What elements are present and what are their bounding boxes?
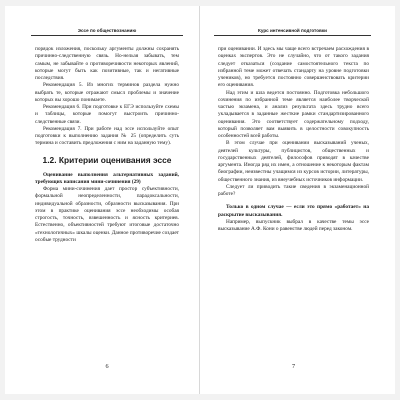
right-paragraph-3: В этом случае при оценивании высказываний ученых, деятелей культуры, публицистов, общественных и государственных деятелей, философов приводят в качестве аргумента. Иногда ряд их имен, а отношение к некоторым фактам биографии, неизвестны учащимся из курсов истории, литературы, общественного знания, из внеучебных источников информации. — [218, 140, 369, 183]
right-page-number: 7 — [291, 363, 296, 370]
right-paragraph-4: Следует ли приводить такие сведения в экзаменационной работе? — [218, 183, 369, 197]
right-page-body — [218, 46, 369, 233]
left-paragraph-bottom: Форма мини-сочинения дает простор субъективности, формальной неопределенности, парадоксальности, индивидуальной образности, образности высказывания. При этом в практике оценивания эссе необходимы особая строгость, точность, взвешенность и ясность критериев. Естественно, объективностей требуют итоговые достаточно «технологичных» шкалы оценки. Данное противоречие создает особые трудности — [35, 186, 179, 243]
recommendation-6: Рекомендация 6. При подготовке к ЕГЭ используйте схемы и таблицы, которые помогут выстроить причинно-следственные связи. — [35, 104, 179, 125]
right-page — [200, 6, 395, 394]
left-running-head: Эссе по обществознанию — [31, 28, 183, 36]
right-bold-paragraph: Только в одном случае — если это прямо «работает» на раскрытие высказывания. — [218, 204, 369, 218]
recommendation-7: Рекомендация 7. При работе над эссе используйте опыт подготовки к выполнению задания № 25 (определить суть термина и составить предложения с ним на заданную тему). — [35, 125, 179, 147]
book-spread — [5, 6, 395, 394]
right-paragraph-5: Например, выпускник выбрал в качестве темы эссе высказывание А.Ф. Кони о равенстве людей перед законом. — [218, 218, 369, 232]
right-paragraph-top: при оценивании. И здесь мы чаще всего встречаем расхождения в оценках экспертов. Это не случайно, что от такого задания следует отказаться (создание самостоятельного текста по избранной теме может отвечать стандарту на уровне подготовки учеников), но требуется постоянно совершенствовать критерии его оценивания. — [218, 46, 369, 89]
subhead: Оценивание выполнения альтернативных заданий, требующих написания мини-сочинения (29) — [35, 171, 179, 185]
right-running-head: Курс интенсивной подготовки — [214, 28, 371, 36]
recommendation-5: Рекомендация 5. Из многих терминов раздела нужно выбрать те, которые отражают смысл проблемы и значение которых вы хорошо понимаете. — [35, 82, 179, 103]
left-page-number: 6 — [105, 363, 109, 370]
right-paragraph-2: Над этим и шла ведется постоянно. Подготовка небольшого сочинения по избранной теме является наиболее творческой частью экзамена, и анализ результата здесь трудно всего укладывается в заданные жесткие рамки стандартизированного оценивания. Это соответствует содержательному подходу, который позволяет вам выявить в целостности совокупность особенностей всей работы. — [218, 89, 369, 139]
left-page — [5, 6, 200, 394]
section-title: 1.2. Критерии оценивания эссе — [42, 154, 172, 165]
left-page-body — [35, 46, 179, 244]
left-paragraph-top: порядок изложения, поскольку аргументы должны сохранять причинно-следственную связь. Но-нельзя забывать, тем самым, не забывайте о противоречивости некоторых явлений, которые могут быть как позитивные, так и негативные последствия. — [35, 46, 179, 81]
